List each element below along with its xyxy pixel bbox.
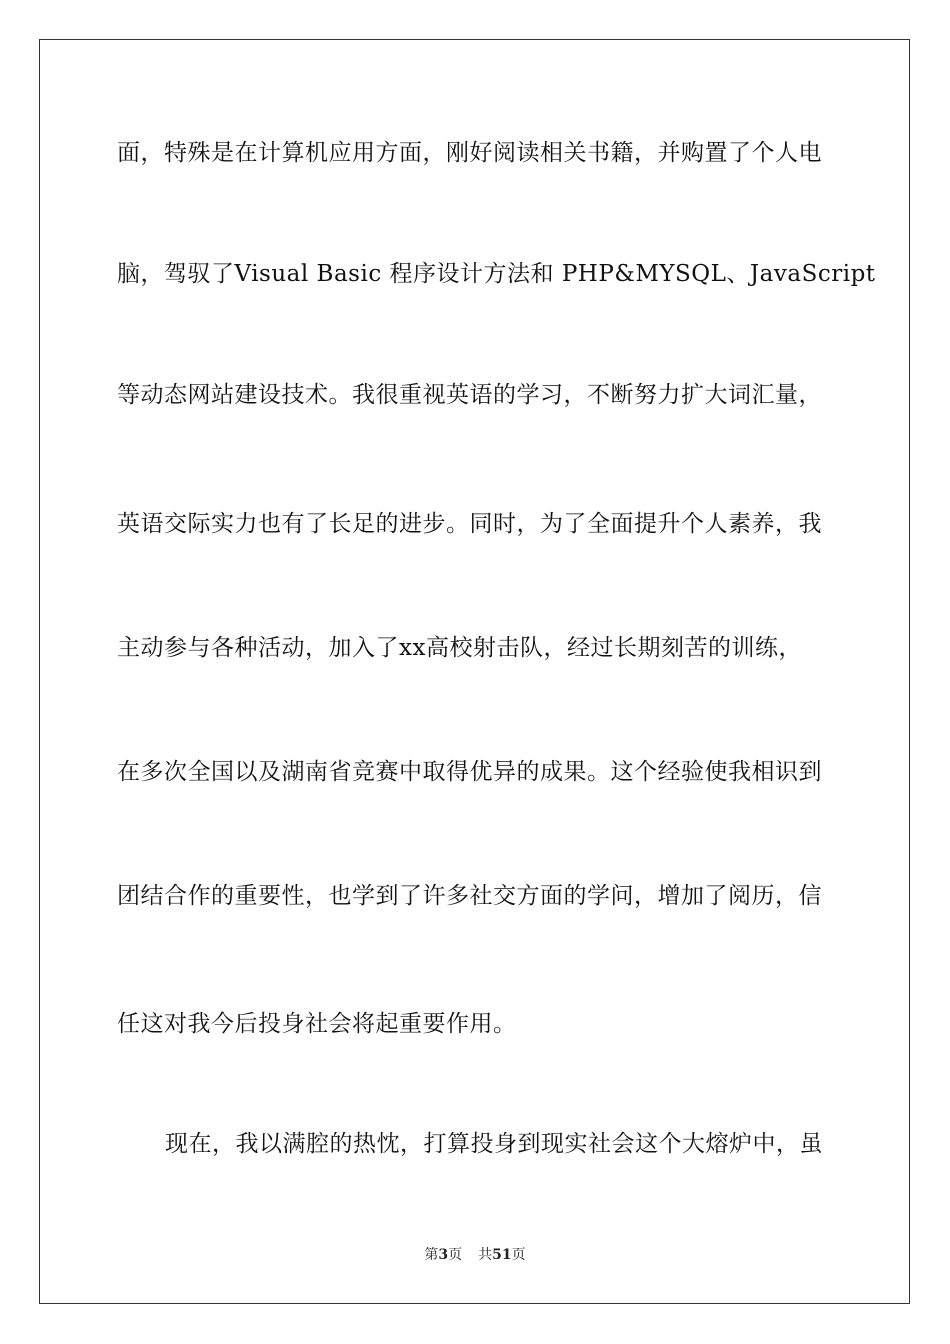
footer-page-number: 3 [438, 1247, 449, 1263]
body-text-line-1: 面，特殊是在计算机应用方面，刚好阅读相关书籍，并购置了个人电 [117, 140, 822, 166]
footer-page-prefix: 第 [424, 1247, 439, 1263]
body-text-line-9: 现在，我以满腔的热忱，打算投身到现实社会这个大熔炉中，虽 [165, 1131, 823, 1157]
body-text-line-7: 团结合作的重要性，也学到了许多社交方面的学问，增加了阅历，信 [117, 883, 822, 909]
page-footer [0, 1246, 950, 1264]
body-text-line-2: 脑，驾驭了Visual Basic 程序设计方法和 PHP&MYSQL、JavaScript [117, 261, 876, 287]
footer-total-prefix: 共 [478, 1247, 493, 1263]
footer-page-suffix: 页 [448, 1247, 463, 1263]
body-text-line-6: 在多次全国以及湖南省竞赛中取得优异的成果。这个经验使我相识到 [117, 759, 822, 785]
footer-total-suffix: 页 [511, 1247, 526, 1263]
body-text-line-8: 任这对我今后投身社会将起重要作用。 [117, 1011, 517, 1037]
footer-total-pages: 51 [492, 1247, 512, 1263]
page-border [39, 39, 910, 1304]
body-text-line-4: 英语交际实力也有了长足的进步。同时，为了全面提升个人素养，我 [117, 511, 822, 537]
body-text-line-5: 主动参与各种活动，加入了xx高校射击队，经过长期刻苦的训练， [117, 635, 802, 661]
body-text-line-3: 等动态网站建设技术。我很重视英语的学习，不断努力扩大词汇量， [117, 382, 822, 408]
